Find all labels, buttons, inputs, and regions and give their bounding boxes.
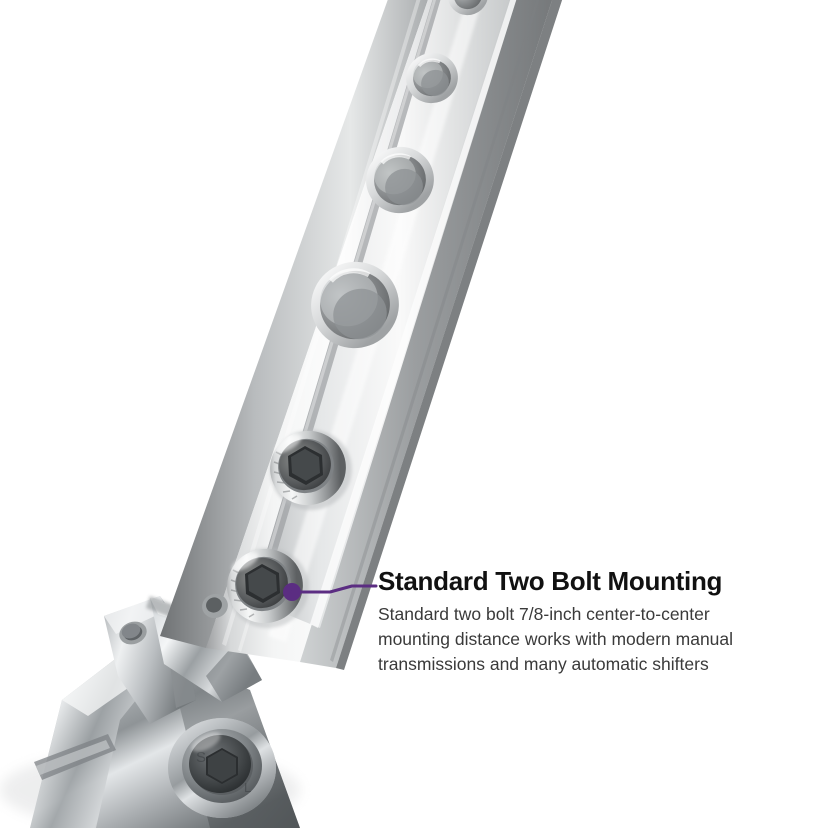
svg-text:S: S	[196, 749, 207, 766]
callout-body	[378, 602, 802, 677]
callout-body-line-2: mounting distance works with modern manual	[378, 629, 734, 649]
callout-body-line-3: transmissions and many automatic shifters	[378, 654, 709, 674]
svg-text:L: L	[244, 780, 252, 795]
callout-body-line-1: Standard two bolt 7/8-inch center-to-center	[378, 604, 710, 624]
callout-text-block	[378, 566, 812, 677]
callout-headline: Standard Two Bolt Mounting	[378, 566, 723, 596]
pivot-bolt	[168, 718, 276, 818]
